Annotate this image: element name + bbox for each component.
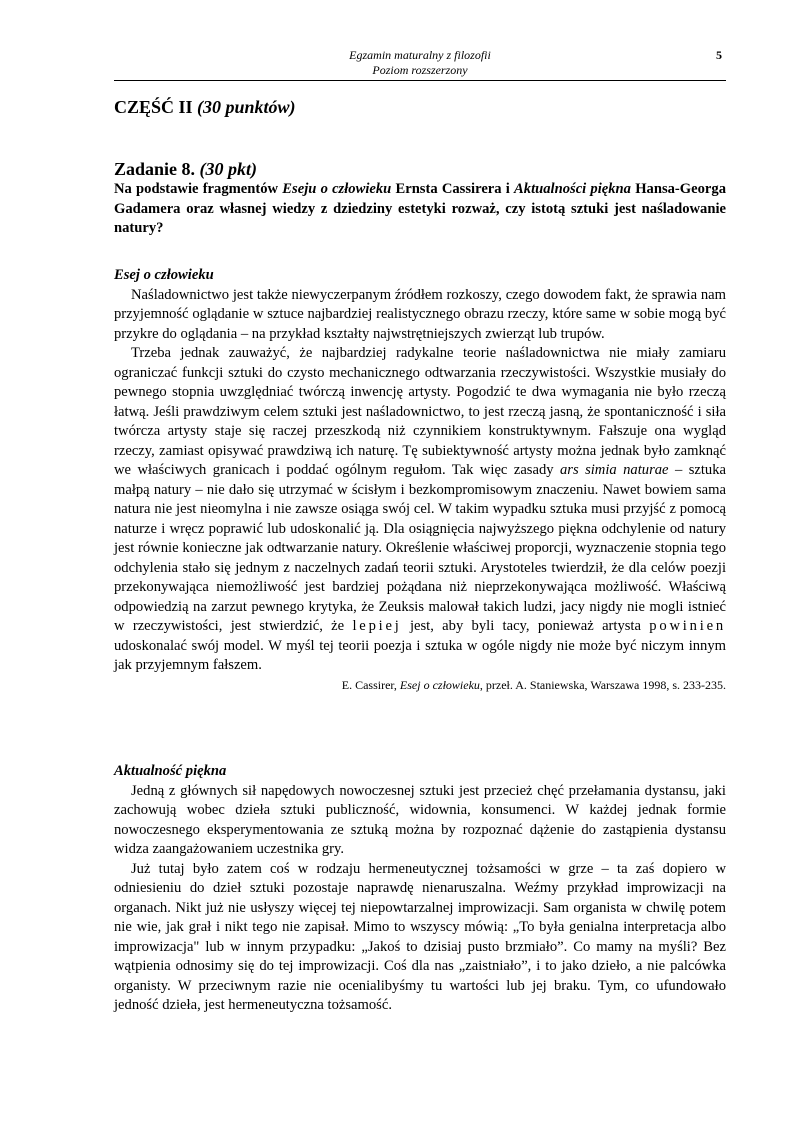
text-run: udoskonalać swój model. W myśl tej teorii poezja i sztuka w ogóle nigdy nie może być niczym innym jak przyjemnym fałszem. bbox=[114, 637, 726, 673]
part-title bbox=[114, 96, 296, 118]
task-desc-part: Ernsta Cassirera i bbox=[391, 181, 515, 197]
task-points: (30 pkt) bbox=[199, 159, 258, 179]
citation-details: , przeł. A. Staniewska, Warszawa 1998, s. 233-235. bbox=[479, 677, 726, 692]
part-title-text: CZĘŚĆ II bbox=[114, 97, 193, 117]
paragraph: Jedną z głównych sił napędowych nowoczesnej sztuki jest przecież chęć przełamania dystansu, jaki zachowują wobec dzieła sztuki publiczność, widownia, konsumenci. W każdej jednak formie nowoczesnego eksperymentowania ze sztuką można by rozpoznać dążenie do zastąpienia dystansu widza zaangażowaniem uczestnika gry. bbox=[114, 782, 726, 857]
text-run: jest, aby byli tacy, ponieważ artysta bbox=[401, 618, 650, 634]
header-divider bbox=[114, 80, 726, 81]
task-instruction bbox=[114, 180, 726, 239]
task-desc-part: Na podstawie fragmentów bbox=[114, 181, 283, 197]
section-title: Aktualność piękna bbox=[114, 763, 227, 779]
task-desc-work-title: Eseju o człowieku bbox=[282, 181, 392, 197]
citation-author: E. Cassirer, bbox=[341, 677, 400, 692]
header-exam-title: Egzamin maturalny z filozofii bbox=[349, 48, 491, 62]
task-desc-work-title: Aktualności piękna bbox=[514, 181, 631, 197]
page-header bbox=[114, 48, 726, 78]
paragraph bbox=[114, 344, 726, 676]
task-block bbox=[114, 158, 726, 239]
citation-work: Esej o człowieku bbox=[399, 677, 480, 692]
emphasized-word: lepiej bbox=[352, 618, 402, 634]
text-run: – sztuka małpą natury – nie dało się utrzymać w ścisłym i bezkompromisowym znaczeniu. Nawet bowiem sama natura nie jest nieomylna i nie zawsze osiąga swój cel. W takim wypadku sztuka musi przyjść z pomocą naturze i wręcz poprawić lub udoskonalić ją. Dla osiągnięcia najwyższego piękna odchylenie od natury jest równie konieczne jak odtwarzanie natury. Określenie właściwej proporcji, wyznaczenie stopnia tego odchylenia stało się jednym z naczelnych zadań teorii sztuki. Arystoteles twierdził, że dla celów poezji przekonywająca niemożliwość jest bardziej pożądana niż nieprzekonywająca możliwość. Właściwą odpowiedzią na zarzut pewnego krytyka, że Zeuksis malował takich ludzi, jacy nigdy nie mogli istnieć w rzeczywistości, jest stwierdzić, że bbox=[114, 462, 726, 634]
task-title-text: Zadanie 8. bbox=[114, 159, 196, 179]
part-points: (30 punktów) bbox=[197, 97, 296, 117]
section-title: Esej o człowieku bbox=[114, 267, 214, 283]
task-desc-part: Hansa-Georga Gadamera oraz własnej wiedzy z dziedziny estetyki rozważ, czy istotą sztuki jest naśladowanie natury? bbox=[114, 181, 726, 236]
latin-phrase: ars simia naturae bbox=[559, 462, 669, 478]
emphasized-word: powinien bbox=[649, 618, 726, 634]
task-title bbox=[114, 158, 726, 180]
page-number: 5 bbox=[716, 48, 722, 62]
section-esej bbox=[114, 266, 726, 694]
header-level: Poziom rozszerzony bbox=[372, 63, 468, 77]
citation bbox=[114, 677, 726, 694]
text-run: Trzeba jednak zauważyć, że najbardziej radykalne teorie naśladownictwa nie miały zamiaru ograniczać funkcji sztuki do czysto mechanicznego odtwarzania rzeczywistości. Wszystkie musiały do pewnego stopnia uwzględniać twórczą inwencję artysty. Pogodzić te dwa wymagania nie było rzeczą łatwą. Jeśli prawdziwym celem sztuki jest naśladownictwo, to jest rzeczą jasną, że spontaniczność i siła twórcza artysty staje się raczej przeszkodą niż czynnikiem konstruktywnym. Fałszuje ona wygląd rzeczy, zamiast opisywać prawdziwą ich naturę. Tę subiektywność artysty można jednak było zamknąć we właściwych granicach i poddać ogólnym regułom. Tak więc zasady bbox=[114, 345, 726, 478]
paragraph: Już tutaj było zatem coś w rodzaju hermeneutycznej tożsamości w grze – ta zaś dopiero w odniesieniu do dzieł sztuki pozostaje naprawdę nienaruszalna. Weźmy przykład improwizacji na organach. Nikt już nie usłyszy więcej tej niepowtarzalnej improwizacji. Sam organista w chwilę potem nie wie, jak grał i nikt tego nie zapisał. Mimo to wszyscy mówią: „To była genialna interpretacja albo improwizacja" lub w innym przypadku: „Jakoś to dzisiaj pusto brzmiało”. Co mamy na myśli? Bez wątpienia odnosimy się do tej improwizacji. Coś dla nas „zaistniało”, i to jako dzieło, a nie palcówka organisty. W przeciwnym razie nie ocenialibyśmy tu wartości lub jej braku. Tym, co ufundowało jedność dzieła, jest hermeneutyczna tożsamość. bbox=[114, 860, 726, 1013]
section-aktualnosc bbox=[114, 762, 726, 1016]
paragraph: Naśladownictwo jest także niewyczerpanym źródłem rozkoszy, czego dowodem fakt, że sprawia nam przyjemność oglądanie w sztuce najbardziej realistycznego obrazu rzeczy, które same w sobie mogą być przykre do oglądania – na przykład kształty najwstrętniejszych zwierząt lub trupów. bbox=[114, 286, 726, 342]
